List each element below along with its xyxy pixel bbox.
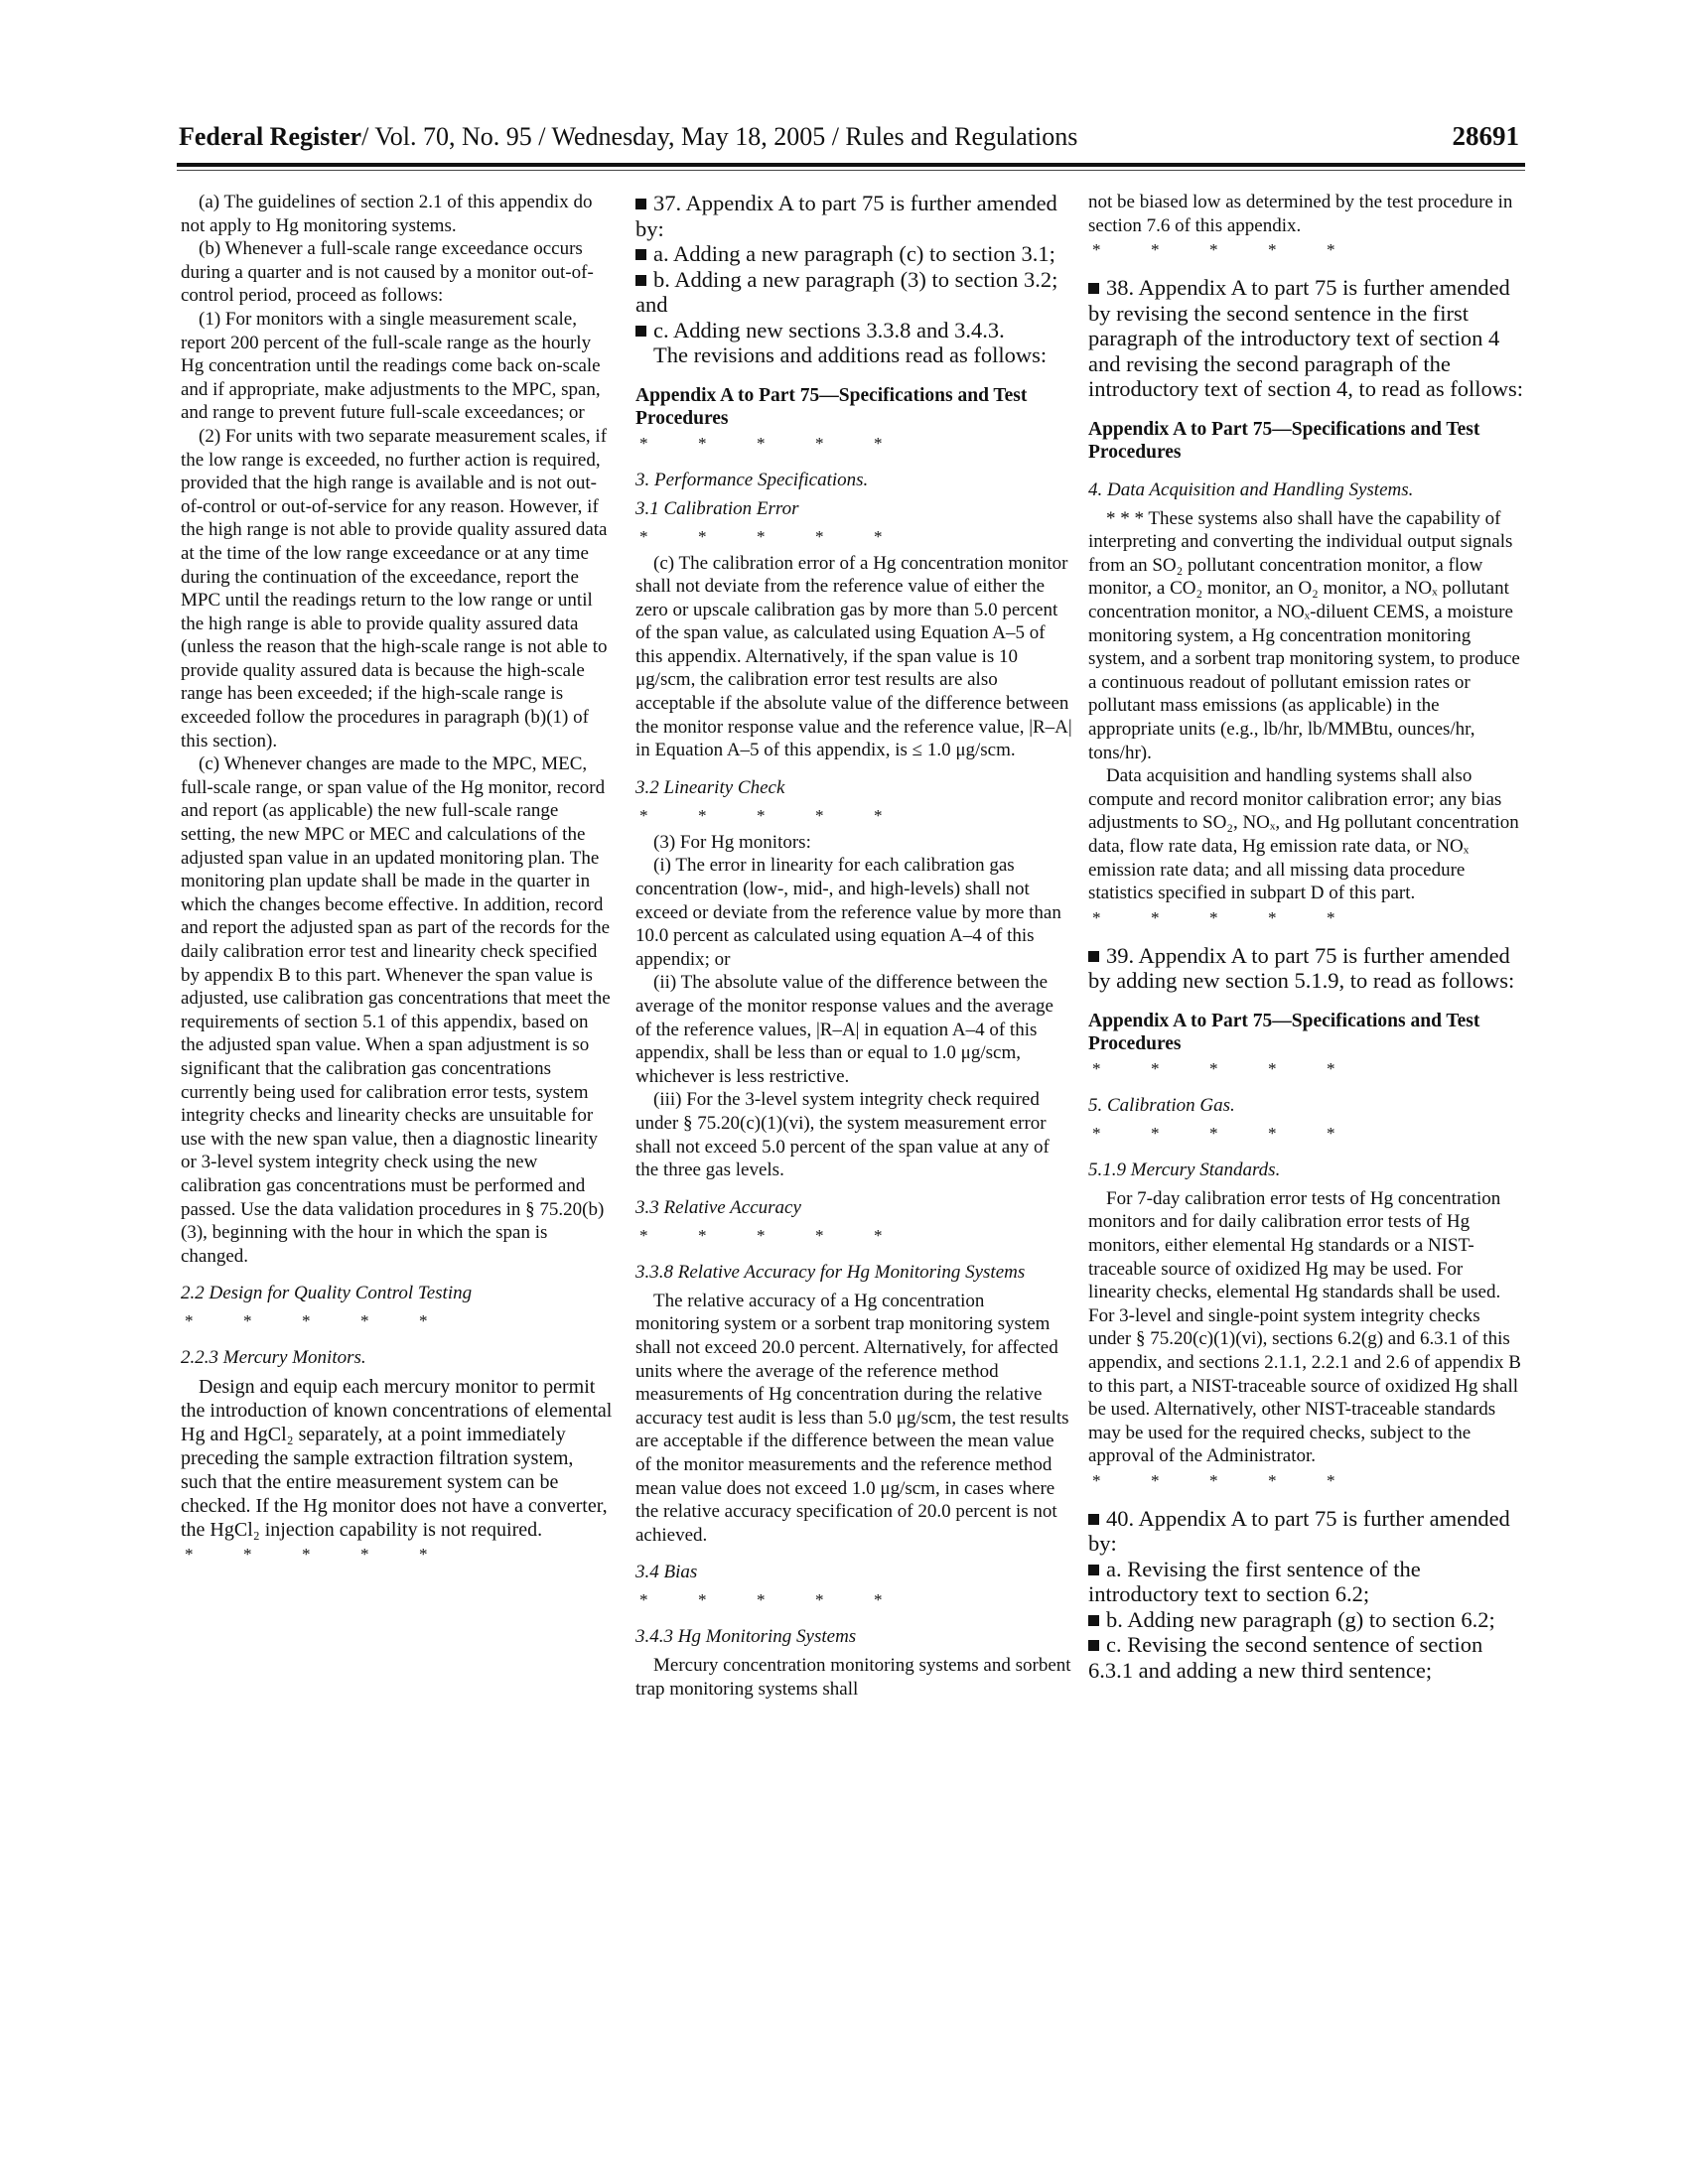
bullet-square-icon — [1088, 1615, 1099, 1626]
paragraph-4-b: Data acquisition and handling systems shall also compute and record monitor calibration error; any bias adjustments to SO₂, NOₓ, and Hg pollutant concentration data, flow rate data, Hg emission rate data, or NOₓ emission rate data; and all missing data procedure statistics specified in subpart D of this part. — [1088, 765, 1519, 904]
publication-name: Federal Register — [179, 122, 362, 151]
header-rule — [177, 163, 1525, 167]
paragraph-design: Design and equip each mercury monitor to permit the introduction of known concentrations of elemental Hg and HgCl₂ separately, at a point immediately preceding the sample extraction filtration system, such that the entire measurement system can be checked. If the Hg monitor does not have a converter, the HgCl₂ injection capability is not required. — [181, 1376, 613, 1542]
page-number: 28691 — [1452, 121, 1519, 151]
omission-stars: * * * * * — [185, 1311, 428, 1331]
paragraph-3-2-3: (3) For Hg monitors: — [653, 831, 811, 853]
section-heading-3-3: 3.3 Relative Accuracy — [635, 1196, 801, 1218]
omission-stars: * * * * * — [639, 805, 883, 825]
page-header — [179, 121, 1519, 152]
omission-stars: * * * * * — [1092, 1058, 1335, 1078]
bullet-square-icon — [635, 275, 646, 286]
section-heading-4: 4. Data Acquisition and Handling Systems. — [1088, 478, 1414, 500]
paragraph-a: (a) The guidelines of section 2.1 of this appendix do not apply to Hg monitoring systems. — [181, 192, 593, 236]
paragraph-5-1-9: For 7-day calibration error tests of Hg concentration monitors and for daily calibration error tests of Hg monitors, either elemental Hg standards or a NIST-traceable source of oxidized Hg may be used. For linearity checks, elemental Hg standards shall be used. For 3-level and single-point system integrity checks under § 75.20(c)(1)(vi), sections 6.2(g) and 6.3.1 of this appendix, and sections 2.1.1, 2.2.1 and 2.6 of appendix B to this part, a NIST-traceable source of oxidized Hg shall be used. Alternatively, other NIST-traceable standards may be used for the required checks, subject to the approval of the Administrator. — [1088, 1187, 1521, 1467]
amendment-37-tail: The revisions and additions read as follows: — [653, 342, 1048, 367]
paragraph-3-3-8: The relative accuracy of a Hg concentration monitoring system or a sorbent trap monitoring system shall not exceed 20.0 percent. Alternatively, for affected units where the average of the reference method measurements of Hg concentration during the relative accuracy test audit is less than 5.0 μg/scm, the test results are acceptable if the difference between the mean value of the monitor measurements and the reference method mean value does not exceed 1.0 μg/scm, in cases where the relative accuracy specification of 20.0 percent is not achieved. — [635, 1290, 1069, 1546]
bullet-square-icon — [1088, 283, 1099, 294]
paragraph-3-4-3: Mercury concentration monitoring systems and sorbent trap monitoring systems shall — [635, 1655, 1071, 1700]
omission-stars: * * * * * — [1092, 1123, 1335, 1143]
amendment-40-c: c. Revising the second sentence of section 6.3.1 and adding a new third sentence; — [1088, 1632, 1483, 1683]
omission-stars: * * * * * — [639, 1590, 883, 1610]
omission-stars: * * * * * — [1092, 240, 1335, 260]
paragraph-b2: (2) For units with two separate measurement scales, if the low range is exceeded, no further action is required, provided that the high range is available and is not out-of-control or out-of-service for any reason. However, if the high range is not able to provide quality assured data at the time of the low range exceedance or at any time during the continuation of the exceedance, report the MPC until the readings return to the low range or until the high range is able to provide quality assured data (unless the reason that the high-scale range is not able to provide quality assured data is because the high-scale range has been exceeded; if the high-scale range is exceeded follow the procedures in paragraph (b)(1) of this section). — [181, 425, 608, 751]
header-citation — [179, 122, 1077, 152]
section-heading-5: 5. Calibration Gas. — [1088, 1094, 1235, 1116]
omission-stars: * * * * * — [1092, 907, 1335, 927]
bullet-square-icon — [635, 326, 646, 337]
omission-stars: * * * * * — [639, 433, 883, 453]
bullet-square-icon — [635, 249, 646, 260]
section-heading-3-4: 3.4 Bias — [635, 1562, 698, 1583]
appendix-heading: Appendix A to Part 75—Specifications and Test Procedures — [635, 384, 1028, 429]
section-heading-3-3-8: 3.3.8 Relative Accuracy for Hg Monitoring Systems — [635, 1261, 1026, 1283]
paragraph-b1: (1) For monitors with a single measurement scale, report 200 percent of the full-scale range as the hourly Hg concentration until the readings come back on-scale and if appropriate, make adjustments to the MPC, span, and range to prevent future full-scale exceedances; or — [181, 308, 601, 424]
omission-stars: * * * * * — [185, 1545, 428, 1565]
bullet-square-icon — [1088, 1640, 1099, 1651]
bullet-square-icon — [1088, 1514, 1099, 1525]
amendment-37-b: b. Adding a new paragraph (3) to section 3.2; and — [635, 266, 1058, 317]
column-3 — [1088, 191, 1525, 1683]
section-heading-3: 3. Performance Specifications. — [635, 469, 869, 490]
paragraph-c: (c) Whenever changes are made to the MPC, MEC, full-scale range, or span value of the Hg monitor, record and report (as applicable) the new full-scale range setting, the new MPC or MEC and calculations of the adjusted span value in an updated monitoring plan. The monitoring plan update shall be made in the quarter in which the changes become effective. In addition, record and report the adjusted span as part of the records for the daily calibration error test and linearity check specified by appendix B to this part. Whenever the span value is adjusted, use calibration gas concentrations that meet the requirements of section 5.1 of this appendix, based on the adjusted span value. When a span adjustment is so significant that the calibration gas concentrations currently being used for calibration error tests, system integrity checks and linearity checks are unsuitable for use with the new span value, then a diagnostic linearity or 3-level system integrity check using the new calibration gas concentrations must be performed and passed. Use the data validation procedures in § 75.20(b)(3), beginning with the hour in which the span is changed. — [181, 753, 611, 1267]
amendment-40: 40. Appendix A to part 75 is further amended by: — [1088, 1505, 1510, 1557]
paragraph-b: (b) Whenever a full-scale range exceedance occurs during a quarter and is not caused by a monitor out-of-control period, proceed as follows: — [181, 238, 594, 307]
bullet-square-icon — [1088, 951, 1099, 962]
section-heading-5-1-9: 5.1.9 Mercury Standards. — [1088, 1159, 1281, 1180]
bullet-square-icon — [635, 199, 646, 209]
amendment-40-b: b. Adding new paragraph (g) to section 6.2; — [1088, 1607, 1525, 1633]
paragraph-4-a: * * * These systems also shall have the capability of interpreting and converting the individual output signals from an SO₂ pollutant concentration monitor, a flow monitor, a CO₂ monitor, an O₂ monitor, a NOₓ pollutant concentration monitor, a NOₓ-diluent CEMS, a moisture monitoring system, a Hg concentration monitoring system, and a sorbent trap monitoring system, to produce a continuous readout of pollutant emission rates or pollutant mass emissions (as applicable) in the appropriate units (e.g., lb/hr, lb/MMBtu, ounces/hr, tons/hr). — [1088, 507, 1520, 763]
paragraph-3-2-i: (i) The error in linearity for each calibration gas concentration (low-, mid-, and high-levels) shall not exceed or deviate from the reference value by more than 10.0 percent as calculated using equation A–4 of this appendix; or — [635, 855, 1061, 970]
omission-stars: * * * * * — [1092, 1470, 1335, 1490]
appendix-heading: Appendix A to Part 75—Specifications and Test Procedures — [1088, 418, 1480, 464]
column-2 — [635, 191, 1072, 1701]
omission-stars: * * * * * — [639, 1225, 883, 1245]
omission-stars: * * * * * — [639, 526, 883, 546]
amendment-37: 37. Appendix A to part 75 is further amended by: — [635, 191, 1057, 241]
section-heading-2-2-3: 2.2.3 Mercury Monitors. — [181, 1347, 366, 1369]
amendment-37-a: a. Adding a new paragraph (c) to section 3.1; — [635, 241, 1072, 267]
amendment-39: 39. Appendix A to part 75 is further amended by adding new section 5.1.9, to read as follows: — [1088, 942, 1515, 994]
column-1 — [181, 191, 614, 1570]
paragraph-3-2-ii: (ii) The absolute value of the difference between the average of the monitor response values and the average of the reference values, |R–A| in equation A–4 of this appendix, shall be less than or equal to 1.0 μg/scm, whichever is less restrictive. — [635, 972, 1053, 1087]
amendment-40-a: a. Revising the first sentence of the introductory text to section 6.2; — [1088, 1556, 1421, 1607]
amendment-37-c: c. Adding new sections 3.3.8 and 3.4.3. — [635, 318, 1072, 343]
section-heading-2-2: 2.2 Design for Quality Control Testing — [181, 1283, 473, 1304]
header-rule-thin — [177, 170, 1525, 171]
appendix-heading: Appendix A to Part 75—Specifications and Test Procedures — [1088, 1010, 1480, 1055]
amendment-38: 38. Appendix A to part 75 is further amended by revising the second sentence in the first paragraph of the introductory text of section 4 and revising the second paragraph of the introductory text of section 4, to read as follows: — [1088, 275, 1524, 402]
bullet-square-icon — [1088, 1565, 1099, 1575]
volume-info: / Vol. 70, No. 95 / Wednesday, May 18, 2005 / Rules and Regulations — [361, 122, 1078, 151]
section-heading-3-4-3: 3.4.3 Hg Monitoring Systems — [635, 1626, 857, 1648]
section-heading-3-1: 3.1 Calibration Error — [635, 497, 799, 519]
paragraph-3-2-iii: (iii) For the 3-level system integrity check required under § 75.20(c)(1)(vi), the system measurement error shall not exceed 5.0 percent of the span value at any of the three gas levels. — [635, 1089, 1050, 1181]
paragraph-continued: not be biased low as determined by the test procedure in section 7.6 of this appendix. — [1088, 192, 1513, 236]
section-heading-3-2: 3.2 Linearity Check — [635, 776, 785, 798]
paragraph-3-1-c: (c) The calibration error of a Hg concentration monitor shall not deviate from the reference value of either the zero or upscale calibration gas by more than 5.0 percent of the span value, as calculated using Equation A–5 of this appendix. Alternatively, if the span value is 10 μg/scm, the calibration error test results are also acceptable if the absolute value of the difference between the monitor response value and the reference value, |R–A| in Equation A–5 of this appendix, is ≤ 1.0 μg/scm. — [635, 552, 1072, 761]
